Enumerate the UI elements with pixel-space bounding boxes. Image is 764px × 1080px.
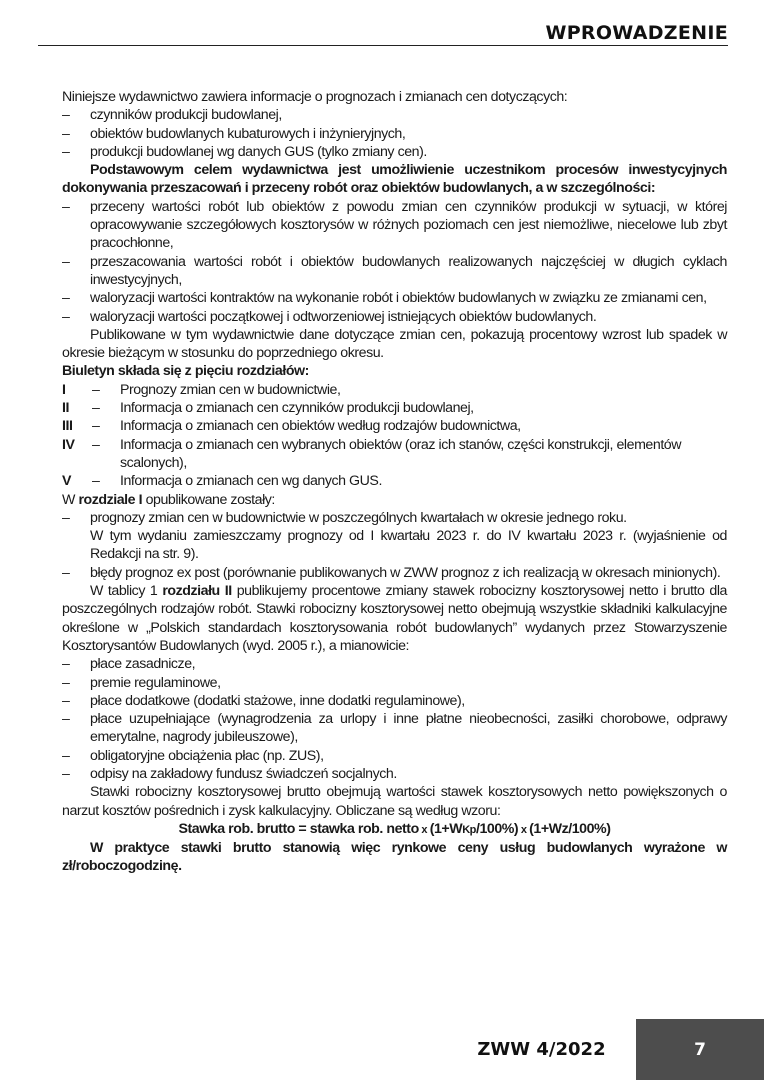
dash-marker: – (92, 473, 100, 490)
section-title: WPROWADZENIE (545, 22, 728, 44)
goal-heading: Podstawowym celem wydawnictwa jest umożliwienie uczestnikom procesów inwestycyjnych dokonywania przeszacowań i przeceny robót oraz obiektów budowlanych, a w szczególności: (62, 162, 727, 197)
list-item (62, 308, 727, 326)
formula (62, 820, 727, 839)
chapter-text: Informacja o zmianach cen czynników produkcji budowlanej, (120, 400, 474, 417)
dash-marker: – (62, 656, 70, 673)
conclusion: W praktyce stawki brutto stanowią więc rynkowe ceny usług budowlanych wyrażone w zł/roboczogodzinę. (62, 840, 727, 875)
dash-marker: – (62, 564, 70, 581)
text-run: opublikowane zostały: (142, 491, 275, 508)
gross-rate-paragraph: Stawki robocizny kosztorysowej brutto obejmują wartości stawek kosztorysowych netto powiększonych o narzut kosztów pośrednich i zysk kalkulacyjny. Obliczane są według wzoru: (62, 784, 727, 819)
chapter2-paragraph (62, 582, 727, 655)
chapter-number: V (62, 473, 72, 490)
list-item-note: W tym wydaniu zamieszczamy prognozy od I kwartału 2023 r. do IV kwartału 2023 r. (wyjaśnienie od Redakcji na str. 9). (90, 528, 727, 563)
text-run-bold: rozdziale I (78, 491, 143, 508)
list-item-text: przeszacowania wartości robót i obiektów budowlanych realizowanych najczęściej w długich cyklach inwestycyjnych, (90, 253, 727, 288)
list-item-text: odpisy na zakładowy fundusz świadczeń socjalnych. (90, 765, 397, 782)
main-content (62, 88, 727, 876)
chapter-number: IV (62, 436, 75, 453)
list-item (62, 674, 727, 692)
dash-marker: – (62, 747, 70, 764)
list-item (62, 655, 727, 673)
formula-subscript: Kp (462, 823, 476, 836)
chapter-item (62, 436, 727, 473)
list-item-text: płace dodatkowe (dodatki stażowe, inne dodatki regulaminowe), (90, 692, 465, 709)
list-item (62, 710, 727, 747)
dash-marker: – (62, 765, 70, 782)
list-item-text: przeceny wartości robót lub obiektów z powodu zmian cen czynników produkcji w sytuacji, w której opracowywanie szczegółowych kosztorysów w różnych poziomach cen jest niemożliwe, niecelowe lub zbyt pracochłonne, (90, 198, 727, 252)
list-item (62, 564, 727, 582)
issue-label: ZWW 4/2022 (447, 1019, 636, 1080)
dash-marker: – (92, 418, 100, 435)
dash-marker: – (62, 308, 70, 325)
list-item (62, 765, 727, 783)
intro-lead: Niniejsze wydawnictwo zawiera informacje o prognozach i zmianach cen dotyczących: (62, 89, 568, 105)
dash-marker: – (92, 381, 100, 398)
formula-part: /100%) (475, 820, 519, 837)
list-item (62, 509, 727, 527)
list-item-text: waloryzacji wartości kontraktów na wykonanie robót i obiektów budowlanych w związku ze zmianami cen, (90, 290, 707, 307)
dash-marker: – (62, 290, 70, 307)
list-item-text: premie regulaminowe, (90, 674, 221, 691)
list-item-text: waloryzacji wartości początkowej i odtworzeniowej istniejących obiektów budowlanych. (90, 308, 597, 325)
list-item-text: płace zasadnicze, (90, 656, 196, 673)
chapter1-lead (62, 491, 727, 509)
formula-part: (1+W (429, 820, 463, 837)
chapter-item (62, 399, 727, 417)
list-item-text: czynników produkcji budowlanej, (90, 107, 282, 124)
dash-marker: – (62, 107, 70, 124)
dash-marker: – (62, 143, 70, 160)
chapter-text: Informacja o zmianach cen wybranych obiektów (oraz ich stanów, części konstrukcji, elementów scalonych), (120, 436, 682, 471)
header-divider (38, 45, 728, 46)
chapter-text: Informacja o zmianach cen obiektów według rodzajów budownictwa, (120, 418, 521, 435)
list-item (62, 125, 727, 143)
formula-operator: x (418, 823, 430, 836)
dash-marker: – (92, 436, 100, 453)
chapter-item (62, 381, 727, 399)
list-item (62, 198, 727, 253)
chapter-item (62, 472, 727, 490)
chapter-number: II (62, 400, 69, 417)
text-run-bold: rozdziału II (162, 583, 232, 600)
dash-marker: – (62, 674, 70, 691)
chapter-number: III (62, 418, 73, 435)
list-item-text: płace uzupełniające (wynagrodzenia za urlopy i inne płatne nieobecności, zasiłki chorobowe, odprawy emerytalne, nagrody jubileuszowe), (90, 711, 727, 746)
text-run: W (62, 491, 79, 508)
page-number: 7 (636, 1019, 764, 1080)
chapter-item (62, 417, 727, 435)
text-run: W tablicy 1 (90, 583, 163, 600)
text-run: publikujemy procentowe zmiany stawek robocizny kosztorysowej netto i brutto dla poszczególnych rodzajów robót. Stawki robocizny kosztorysowej netto obejmują wszystkie składniki kalkulacyjne określone w „Polskich standardach kosztorysowania robót budowlanych” wydanych przez Stowarzyszenie Kosztorysantów Budowlanych (wyd. 2005 r.), a mianowicie: (62, 583, 727, 654)
list-item (62, 692, 727, 710)
formula-operator: x (518, 823, 530, 836)
dash-marker: – (62, 692, 70, 709)
formula-part: (1+Wz/100%) (529, 820, 611, 837)
chapter-text: Informacja o zmianach cen wg danych GUS. (120, 473, 382, 490)
chapters-heading: Biuletyn składa się z pięciu rozdziałów: (62, 363, 309, 380)
list-item-text: błędy prognoz ex post (porównanie publikowanych w ZWW prognoz z ich realizacją w okresach minionych). (90, 564, 721, 581)
list-item (62, 253, 727, 290)
chapter-number: I (62, 381, 66, 398)
list-item (62, 747, 727, 765)
dash-marker: – (62, 125, 70, 142)
dash-marker: – (62, 198, 70, 215)
list-item-text: obligatoryjne obciążenia płac (np. ZUS), (90, 747, 324, 764)
dash-marker: – (62, 509, 70, 526)
list-item-text: prognozy zmian cen w budownictwie w poszczególnych kwartałach w okresie jednego roku. (90, 509, 627, 526)
goal-note: Publikowane w tym wydawnictwie dane dotyczące zmian cen, pokazują procentowy wzrost lub spadek w okresie bieżącym w stosunku do poprzedniego okresu. (62, 326, 727, 362)
list-item (62, 143, 727, 161)
formula-part: Stawka rob. brutto = stawka rob. netto (178, 820, 419, 837)
list-item (62, 106, 727, 124)
dash-marker: – (62, 253, 70, 270)
list-item-text: obiektów budowlanych kubaturowych i inżynieryjnych, (90, 125, 406, 142)
footer-blank (0, 1019, 448, 1080)
list-item-text: produkcji budowlanej wg danych GUS (tylko zmiany cen). (90, 143, 427, 160)
chapter-text: Prognozy zmian cen w budownictwie, (120, 381, 341, 398)
list-item (62, 289, 727, 307)
dash-marker: – (92, 400, 100, 417)
dash-marker: – (62, 711, 70, 728)
